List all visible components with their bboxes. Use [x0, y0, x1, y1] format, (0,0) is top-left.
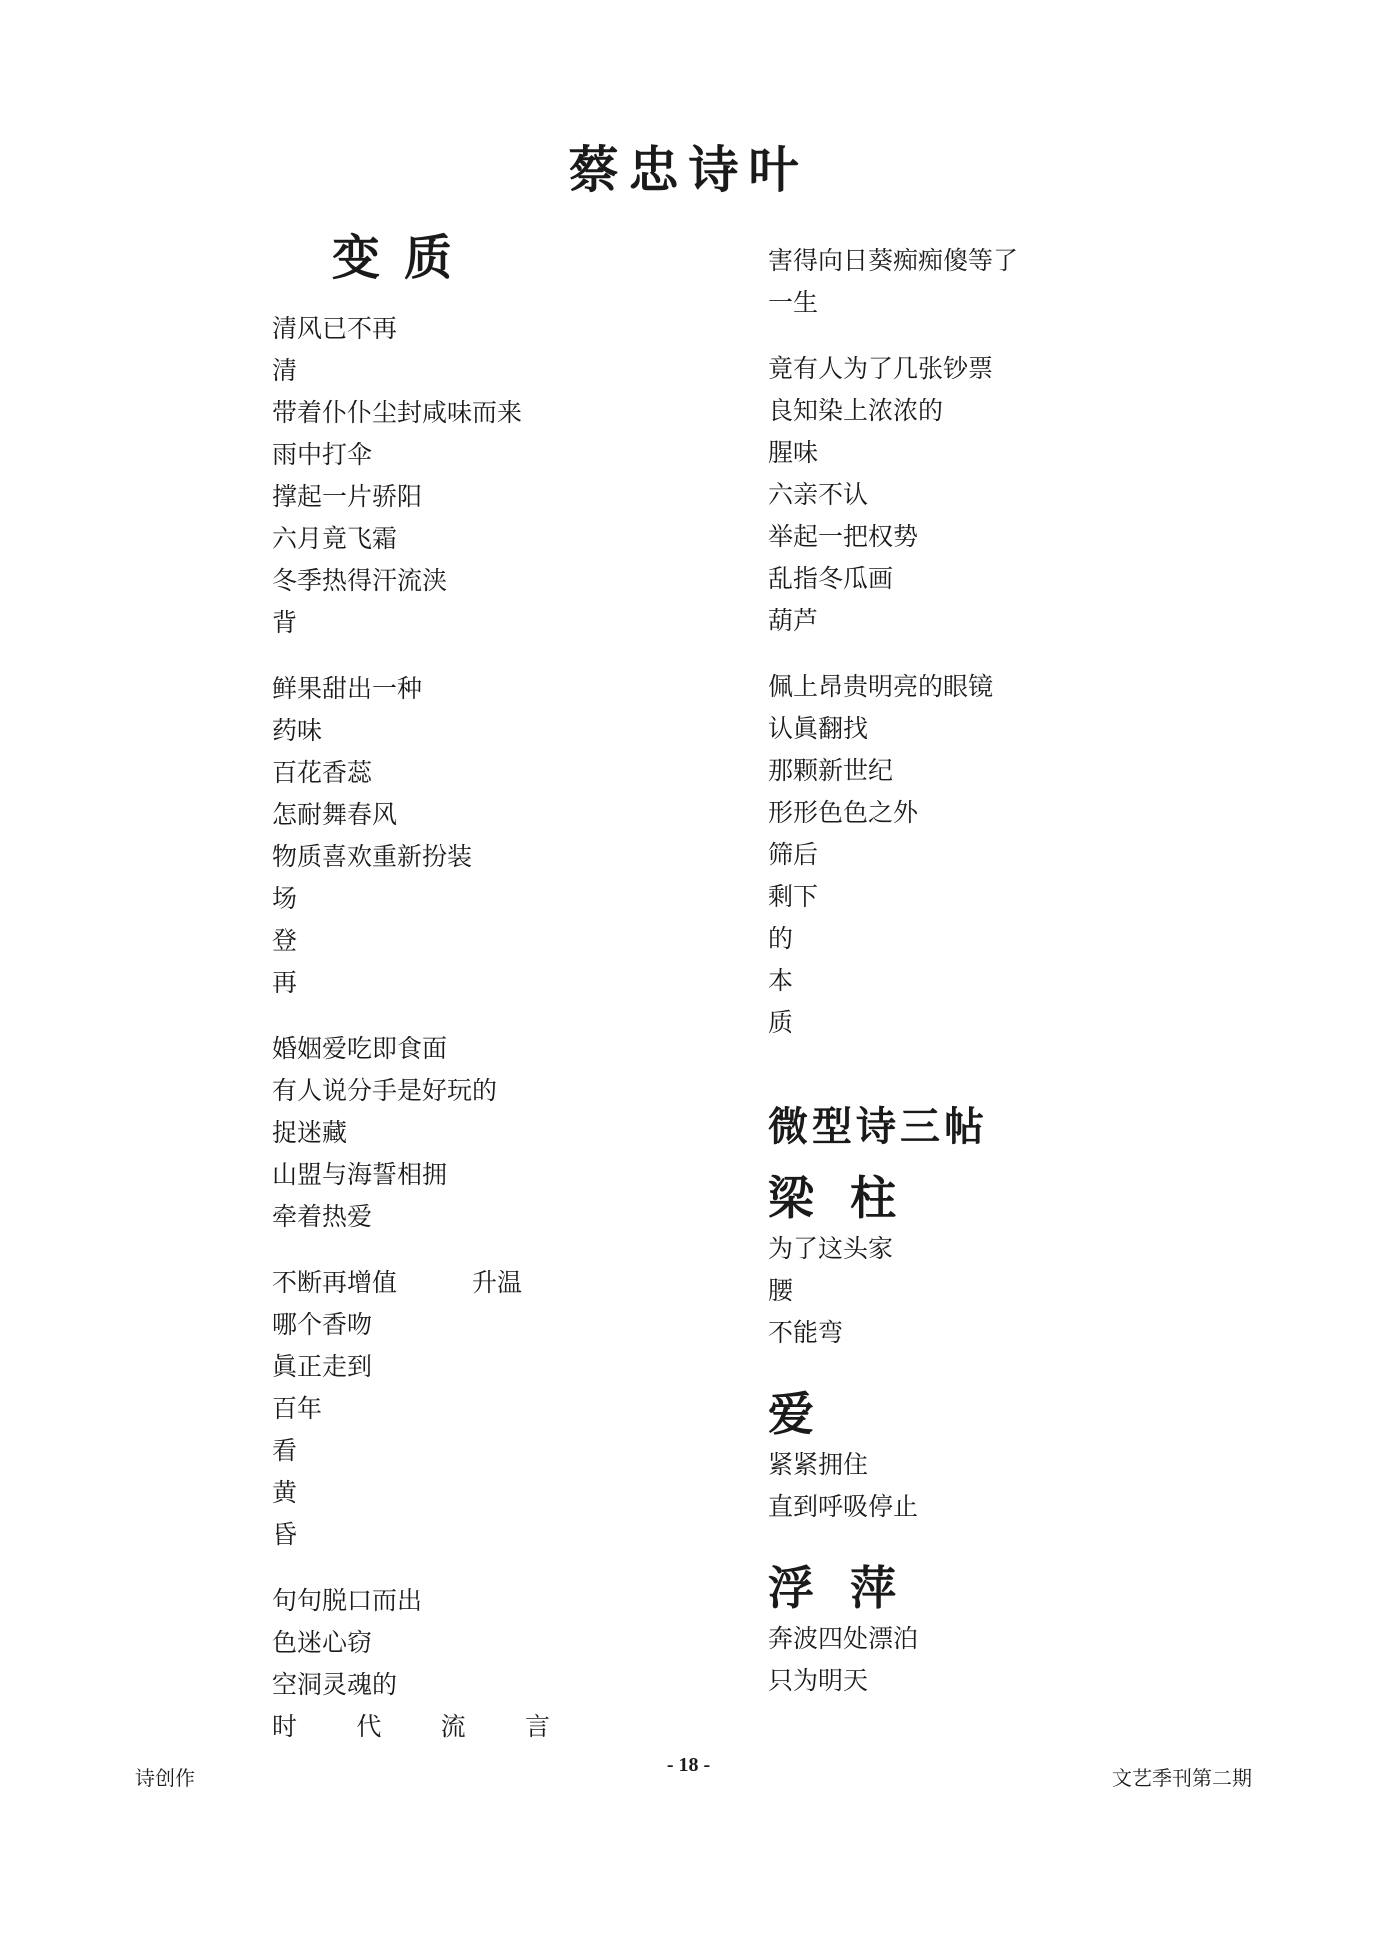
poem-line: 山盟与海誓相拥: [272, 1160, 448, 1189]
poem-line: 带着仆仆尘封咸味而来: [272, 398, 523, 427]
poem-line: 背: [272, 608, 298, 637]
poem-line: 那颗新世纪: [768, 756, 894, 785]
footer-section-label: 诗创作: [135, 1766, 195, 1790]
poem-line: 的: [768, 924, 794, 953]
poem-line: 为了这头家: [768, 1234, 894, 1263]
poem-body-right: [768, 240, 1098, 1044]
mini-poem-body: [768, 1618, 1098, 1702]
poem-line: 牵着热爱: [272, 1202, 373, 1231]
spread-char: 代: [356, 1712, 382, 1741]
mini-poem-heading: 梁柱: [768, 1171, 932, 1225]
poem-line: 药味: [272, 716, 323, 745]
spread-char: 时: [272, 1712, 298, 1741]
poem-body-left: [272, 308, 602, 1706]
spread-char: 言: [524, 1712, 550, 1741]
stanza: [768, 666, 1098, 1044]
poem-line: 物质喜欢重新扮装: [272, 842, 473, 871]
right-column: [768, 240, 1098, 1726]
poem-line: 举起一把权势: [768, 522, 919, 551]
stanza: [272, 1028, 602, 1238]
poem-line: 空洞灵魂的: [272, 1670, 398, 1699]
poem-line: 眞正走到: [272, 1352, 373, 1381]
poem-line: 怎耐舞春风: [272, 800, 398, 829]
mini-poem-heading: 浮萍: [768, 1561, 932, 1615]
poem-line: 婚姻爱吃即食面: [272, 1034, 448, 1063]
poem-line: 句句脱口而出: [272, 1586, 423, 1615]
poem-line: 形形色色之外: [768, 798, 919, 827]
poem-line: 筛后: [768, 840, 819, 869]
poem-line: 葫芦: [768, 606, 819, 635]
poem-line: 雨中打伞: [272, 440, 373, 469]
poem-line: 黄: [272, 1478, 298, 1507]
poem-line: 登: [272, 926, 298, 955]
stanza: [272, 308, 602, 644]
poem-line: 冬季热得汗流浃: [272, 566, 448, 595]
poem-line: 有人说分手是好玩的: [272, 1076, 498, 1105]
poem-line: 再: [272, 968, 298, 997]
poem-line: 奔波四处漂泊: [768, 1624, 919, 1653]
poem-line: 紧紧拥住: [768, 1450, 869, 1479]
mini-poem-heading: 爱: [768, 1387, 850, 1441]
poem-line: 良知染上浓浓的: [768, 396, 944, 425]
spread-line: [272, 1706, 550, 1748]
poem-line: 撑起一片骄阳: [272, 482, 423, 511]
poem-line: 清风已不再: [272, 314, 398, 343]
poem-line: 一生: [768, 288, 819, 317]
stanza: [272, 668, 602, 1004]
page-title: 蔡忠诗叶: [568, 140, 809, 199]
poem-line: 捉迷藏: [272, 1118, 348, 1147]
poem-line: 竟有人为了几张钞票: [768, 354, 994, 383]
poem-line: 场: [272, 884, 298, 913]
poem-line: 昏: [272, 1520, 298, 1549]
mini-poem-body: [768, 1444, 1098, 1528]
poem-line: 质: [768, 1008, 794, 1037]
poem-line: 腰: [768, 1276, 794, 1305]
poem-line: 害得向日葵痴痴傻等了: [768, 246, 1019, 275]
poem-line: 六月竟飞霜: [272, 524, 398, 553]
poem-line: 百花香蕊: [272, 758, 373, 787]
poem-line: 不能弯: [768, 1318, 844, 1347]
poem-line: 乱指冬瓜画: [768, 564, 894, 593]
poem-line: 认眞翻找: [768, 714, 869, 743]
stanza: [768, 240, 1098, 324]
poem-line: 哪个香吻: [272, 1310, 373, 1339]
poem-line: 色迷心窃: [272, 1628, 373, 1657]
poem-line: 只为明天: [768, 1666, 869, 1695]
section-title: 微型诗三帖: [768, 1104, 988, 1150]
poem-line: 六亲不认: [768, 480, 869, 509]
poem-line: 佩上昂贵明亮的眼镜: [768, 672, 994, 701]
page-number: - 18 -: [666, 1754, 711, 1776]
poem-line: 剩下: [768, 882, 819, 911]
poem-line: 清: [272, 356, 298, 385]
poem-line: 本: [768, 966, 794, 995]
poem-line: 鲜果甜出一种: [272, 674, 423, 703]
left-column: [272, 228, 602, 1748]
poem-line: 百年: [272, 1394, 323, 1423]
stanza: [768, 348, 1098, 642]
poem-line: 直到呼吸停止: [768, 1492, 919, 1521]
spread-char: 流: [440, 1712, 466, 1741]
mini-poem-body: [768, 1228, 1098, 1354]
poem-line: 不断再增值 升温: [272, 1268, 523, 1297]
stanza: [272, 1262, 602, 1556]
poem-heading: 变质: [332, 230, 477, 286]
stanza: [272, 1580, 602, 1706]
footer-publication: 文艺季刊第二期: [1112, 1766, 1252, 1790]
poem-line: 腥味: [768, 438, 819, 467]
poem-line: 看: [272, 1436, 298, 1465]
